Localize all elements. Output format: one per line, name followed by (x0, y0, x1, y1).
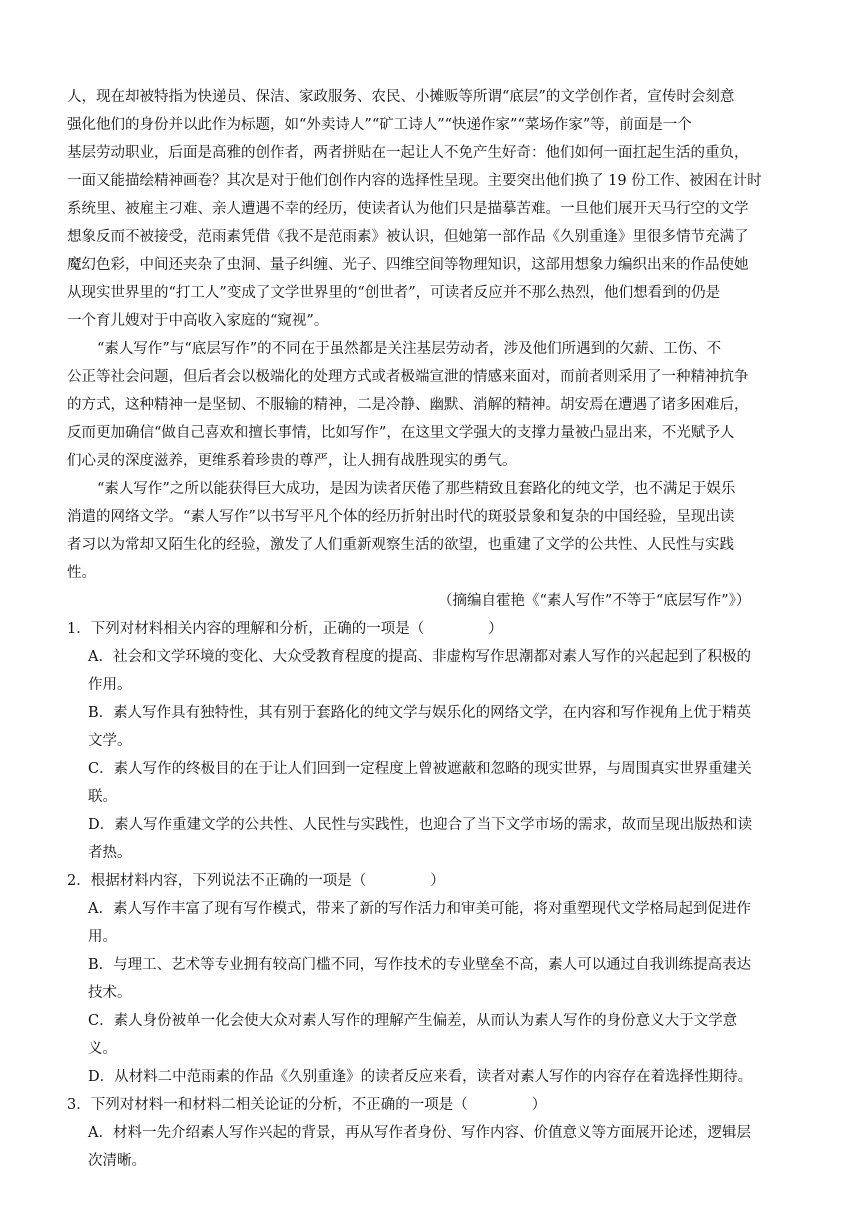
source-citation: （摘编自霍艳《“素人写作”不等于“底层写作”》） (438, 593, 751, 609)
passage-line: 性。 (67, 565, 96, 581)
passage-line: 强化他们的身份并以此作为标题，如“外卖诗人”“矿工诗人”“快递作家”“菜场作家”等，前面是一个 (67, 117, 692, 133)
question-stem: 1．下列对材料相关内容的理解和分析，正确的一项是（ ） (67, 621, 503, 637)
passage-line: “素人写作”之所以能获得巨大成功，是因为读者厌倦了那些精致且套路化的纯文学，也不满足于娱乐 (97, 481, 736, 497)
option-line: C．素人身份被单一化会使大众对素人写作的理解产生偏差，从而认为素人写作的身份意义大于文学意 (88, 1013, 738, 1029)
option-line: 者热。 (88, 845, 132, 861)
passage-line: 反而更加确信“做自己喜欢和擅长事情，比如写作”，在这里文学强大的支撑力量被凸显出来，不光赋予人 (67, 425, 735, 441)
option-line: A．材料一先介绍素人写作兴起的背景，再从写作者身份、写作内容、价值意义等方面展开论述，逻辑层 (88, 1125, 751, 1141)
passage-line: 人，现在却被特指为快递员、保洁、家政服务、农民、小摊贩等所谓“底层”的文学创作者，宣传时会刻意 (67, 89, 735, 105)
passage-line: 基层劳动职业，后面是高雅的创作者，两者拼贴在一起让人不免产生好奇：他们如何一面扛起生活的重负， (67, 145, 749, 161)
question-stem: 3．下列对材料一和材料二相关论证的分析，不正确的一项是（ ） (67, 1097, 547, 1113)
passage-line: 想象反而不被接受，范雨素凭借《我不是范雨素》被认识，但她第一部作品《久别重逢》里很多情节充满了 (67, 229, 749, 245)
option-line: 联。 (88, 789, 117, 805)
passage-line: 公正等社会问题，但后者会以极端化的处理方式或者极端宣泄的情感来面对，而前者则采用了一种精神抗争 (67, 369, 749, 385)
option-line: 作用。 (88, 677, 132, 693)
option-line: D．素人写作重建文学的公共性、人民性与实践性，也迎合了当下文学市场的需求，故而呈现出版热和读 (88, 817, 753, 833)
passage-line: 们心灵的深度滋养，更维系着珍贵的尊严，让人拥有战胜现实的勇气。 (67, 453, 517, 469)
option-line: 技术。 (88, 985, 132, 1001)
option-line: B．与理工、艺术等专业拥有较高门槛不同，写作技术的专业壁垒不高，素人可以通过自我训练提高表达 (88, 957, 752, 973)
passage-line: 的方式，这种精神一是坚韧、不服输的精神，二是冷静、幽默、消解的精神。胡安焉在遭遇了诸多困难后， (67, 397, 749, 413)
option-line: 文学。 (88, 733, 132, 749)
option-line: B．素人写作具有独特性，其有别于套路化的纯文学与娱乐化的网络文学，在内容和写作视角上优于精英 (88, 705, 752, 721)
option-line: 次清晰。 (88, 1153, 146, 1169)
passage-line: “素人写作”与“底层写作”的不同在于虽然都是关注基层劳动者，涉及他们所遇到的欠薪、工伤、不 (97, 341, 722, 357)
option-line: A．社会和文学环境的变化、大众受教育程度的提高、非虚构写作思潮都对素人写作的兴起起到了积极的 (88, 649, 751, 665)
passage-line: 一个育儿嫂对于中高收入家庭的“窥视”。 (67, 313, 329, 329)
option-line: C．素人写作的终极目的在于让人们回到一定程度上曾被遮蔽和忽略的现实世界，与周围真实世界重建关 (88, 761, 752, 777)
option-line: D．从材料二中范雨素的作品《久别重逢》的读者反应来看，读者对素人写作的内容存在着选择性期待。 (88, 1069, 753, 1085)
option-line: 用。 (88, 929, 117, 945)
question-stem: 2．根据材料内容，下列说法不正确的一项是（ ） (67, 873, 445, 889)
passage-line: 消遣的网络文学。“素人写作”以书写平凡个体的经历折射出时代的斑驳景象和复杂的中国经验，呈现出读 (67, 509, 735, 525)
passage-line: 从现实世界里的“打工人”变成了文学世界里的“创世者”，可读者反应并不那么热烈，他们想看到的仍是 (67, 285, 721, 301)
passage-line: 魔幻色彩，中间还夹杂了虫洞、量子纠缠、光子、四维空间等物理知识，这部用想象力编织出来的作品使她 (67, 257, 749, 273)
passage-line: 一面又能描绘精神画卷？其次是对于他们创作内容的选择性呈现。主要突出他们换了 19 份工作、被困在计时 (67, 173, 762, 189)
passage-line: 系统里、被雇主刁难、亲人遭遇不幸的经历，使读者认为他们只是描摹苦难。一旦他们展开天马行空的文学 (67, 201, 749, 217)
option-line: 义。 (88, 1041, 117, 1057)
option-line: A．素人写作丰富了现有写作模式，带来了新的写作活力和审美可能，将对重塑现代文学格局起到促进作 (88, 901, 751, 917)
passage-line: 者习以为常却又陌生化的经验，激发了人们重新观察生活的欲望，也重建了文学的公共性、人民性与实践 (67, 537, 734, 553)
